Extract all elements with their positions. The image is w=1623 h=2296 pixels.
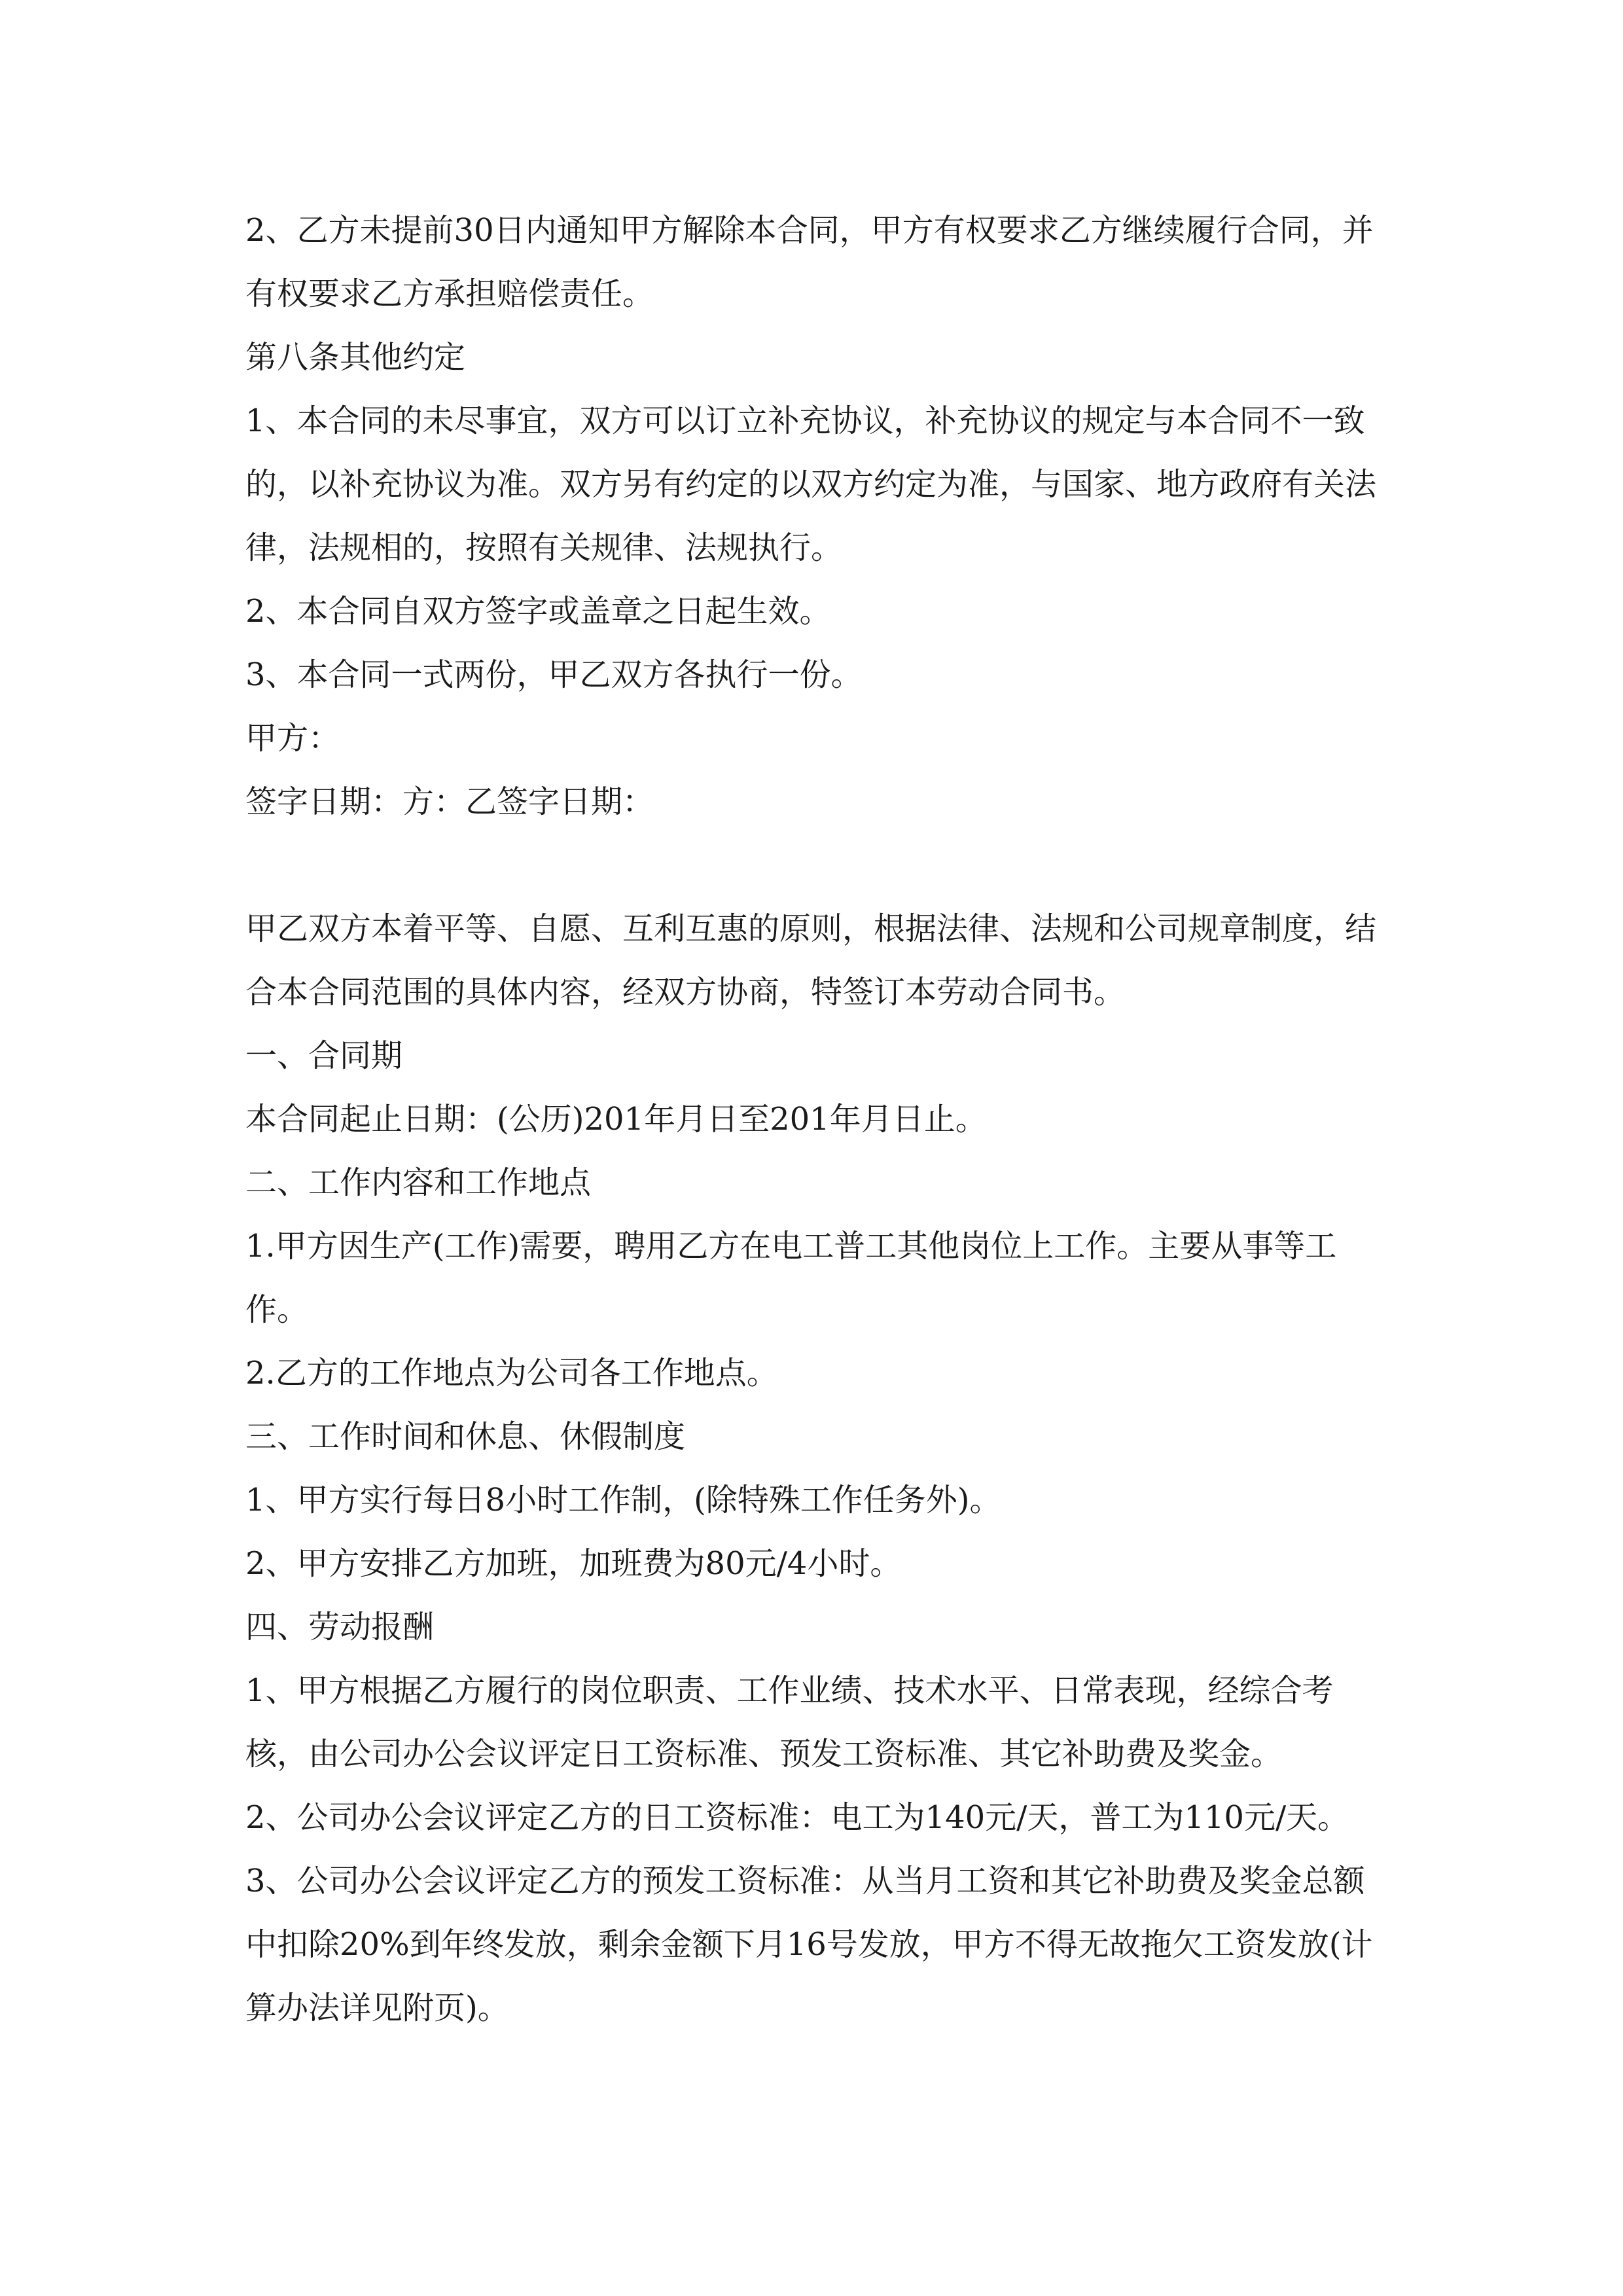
paragraph-work-location: 2.乙方的工作地点为公司各工作地点。 (245, 1355, 778, 1391)
heading-working-hours: 三、工作时间和休息、休假制度 (245, 1418, 686, 1455)
heading-remuneration: 四、劳动报酬 (245, 1609, 435, 1645)
paragraph-supplementary-agreement: 1、本合同的未尽事宜，双方可以订立补充协议，补充协议的规定与本合同不一致的，以补充协议为准。双方另有约定的以双方约定为准，与国家、地方政府有关法律，法规相的，按照有关规律、法规执行。 (245, 403, 1377, 566)
paragraph-effective-date: 2、本合同自双方签字或盖章之日起生效。 (245, 593, 831, 630)
paragraph-advance-wage: 3、公司办公会议评定乙方的预发工资标准：从当月工资和其它补助费及奖金总额中扣除20%到年终发放，剩余金额下月16号发放，甲方不得无故拖欠工资发放(计算办法详见附页)。 (245, 1863, 1373, 2026)
paragraph-job-position: 1.甲方因生产(工作)需要，聘用乙方在电工普工其他岗位上工作。主要从事等工作。 (245, 1228, 1337, 1328)
paragraph-preamble: 甲乙双方本着平等、自愿、互利互惠的原则，根据法律、法规和公司规章制度，结合本合同范围的具体内容，经双方协商，特签订本劳动合同书。 (245, 910, 1377, 1011)
paragraph-salary-evaluation: 1、甲方根据乙方履行的岗位职责、工作业绩、技术水平、日常表现，经综合考核，由公司办公会议评定日工资标准、预发工资标准、其它补助费及奖金。 (245, 1672, 1334, 1772)
label-party-a: 甲方： (245, 720, 340, 757)
paragraph-daily-wage: 2、公司办公会议评定乙方的日工资标准：电工为140元/天，普工为110元/天。 (245, 1799, 1349, 1836)
heading-contract-term: 一、合同期 (245, 1037, 403, 1074)
paragraph-overtime-pay: 2、甲方安排乙方加班，加班费为80元/4小时。 (245, 1545, 902, 1582)
signature-date-line: 签字日期：方：乙签字日期： (245, 783, 654, 820)
document-body (245, 199, 1394, 2040)
heading-work-content-location: 二、工作内容和工作地点 (245, 1164, 592, 1201)
paragraph-termination-notice: 2、乙方未提前30日内通知甲方解除本合同，甲方有权要求乙方继续履行合同，并有权要求乙方承担赔偿责任。 (245, 212, 1374, 312)
paragraph-daily-hours: 1、甲方实行每日8小时工作制，(除特殊工作任务外)。 (245, 1482, 1001, 1518)
section-spacer (245, 834, 1394, 897)
paragraph-contract-dates: 本合同起止日期：(公历)201年月日至201年月日止。 (245, 1101, 987, 1138)
paragraph-copies: 3、本合同一式两份，甲乙双方各执行一份。 (245, 656, 863, 693)
heading-article-eight: 第八条其他约定 (245, 339, 466, 376)
